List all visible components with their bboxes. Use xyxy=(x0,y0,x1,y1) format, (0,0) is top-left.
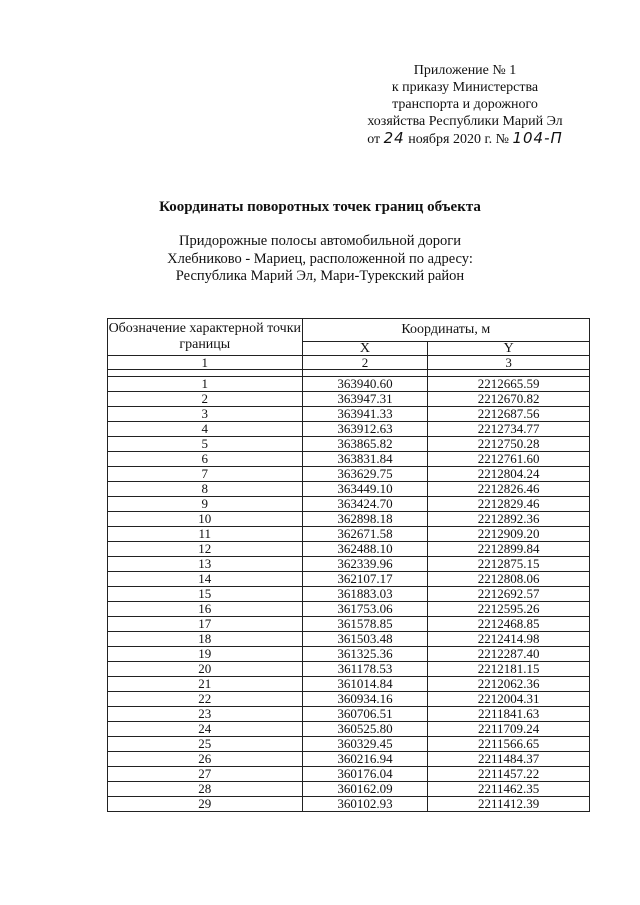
y-coordinate-cell: 2212899.84 xyxy=(428,542,590,557)
y-coordinate-cell: 2212670.82 xyxy=(428,392,590,407)
y-coordinate-cell: 2212875.15 xyxy=(428,557,590,572)
table-row xyxy=(108,647,590,662)
point-number-cell: 29 xyxy=(108,797,303,812)
table-row xyxy=(108,662,590,677)
y-coordinate-cell: 2211457.22 xyxy=(428,767,590,782)
coordinates-rows xyxy=(108,377,590,812)
y-coordinate-cell: 2212750.28 xyxy=(428,437,590,452)
coordinates-header: Координаты, м xyxy=(302,319,589,342)
x-coordinate-cell: 363940.60 xyxy=(302,377,428,392)
point-number-cell: 9 xyxy=(108,497,303,512)
x-coordinate-cell: 363449.10 xyxy=(302,482,428,497)
table-row xyxy=(108,602,590,617)
x-coordinate-cell: 362107.17 xyxy=(302,572,428,587)
point-number-cell: 28 xyxy=(108,782,303,797)
x-coordinate-cell: 361325.36 xyxy=(302,647,428,662)
table-row xyxy=(108,407,590,422)
x-coordinate-cell: 363865.82 xyxy=(302,437,428,452)
point-number-cell: 23 xyxy=(108,707,303,722)
table-row xyxy=(108,722,590,737)
x-coordinate-cell: 362671.58 xyxy=(302,527,428,542)
y-coordinate-cell: 2212892.36 xyxy=(428,512,590,527)
document-title: Координаты поворотных точек границ объекта xyxy=(159,199,481,215)
y-coordinate-cell: 2212062.36 xyxy=(428,677,590,692)
x-coordinate-cell: 361753.06 xyxy=(302,602,428,617)
point-number-cell: 10 xyxy=(108,512,303,527)
y-coordinate-cell: 2212665.59 xyxy=(428,377,590,392)
appendix-date-middle: ноября 2020 г. № xyxy=(408,132,509,147)
x-coordinate-cell: 360176.04 xyxy=(302,767,428,782)
x-coordinate-cell: 361178.53 xyxy=(302,662,428,677)
table-row xyxy=(108,392,590,407)
x-coordinate-cell: 362488.10 xyxy=(302,542,428,557)
x-coordinate-cell: 360102.93 xyxy=(302,797,428,812)
y-coordinate-cell: 2211484.37 xyxy=(428,752,590,767)
y-coordinate-cell: 2212287.40 xyxy=(428,647,590,662)
x-coordinate-cell: 361503.48 xyxy=(302,632,428,647)
column-index-3: 3 xyxy=(428,356,590,370)
point-number-cell: 11 xyxy=(108,527,303,542)
handwritten-order-number: 104-П xyxy=(512,129,563,147)
x-coordinate-cell: 363424.70 xyxy=(302,497,428,512)
table-row xyxy=(108,482,590,497)
y-coordinate-cell: 2212181.15 xyxy=(428,662,590,677)
y-header: Y xyxy=(428,342,590,356)
point-number-cell: 16 xyxy=(108,602,303,617)
x-header: X xyxy=(302,342,428,356)
point-number-cell: 7 xyxy=(108,467,303,482)
x-coordinate-cell: 362339.96 xyxy=(302,557,428,572)
point-number-cell: 19 xyxy=(108,647,303,662)
point-number-cell: 17 xyxy=(108,617,303,632)
table-row xyxy=(108,572,590,587)
point-number-cell: 20 xyxy=(108,662,303,677)
table-row xyxy=(108,767,590,782)
point-number-cell: 3 xyxy=(108,407,303,422)
point-number-cell: 24 xyxy=(108,722,303,737)
point-number-cell: 14 xyxy=(108,572,303,587)
table-row xyxy=(108,587,590,602)
point-number-cell: 8 xyxy=(108,482,303,497)
y-coordinate-cell: 2212804.24 xyxy=(428,467,590,482)
table-row xyxy=(108,467,590,482)
y-coordinate-cell: 2212808.06 xyxy=(428,572,590,587)
point-number-cell: 21 xyxy=(108,677,303,692)
table-row xyxy=(108,377,590,392)
appendix-line-4: хозяйства Республики Марий Эл xyxy=(367,114,563,129)
x-coordinate-cell: 361578.85 xyxy=(302,617,428,632)
y-coordinate-cell: 2212414.98 xyxy=(428,632,590,647)
table-row xyxy=(108,782,590,797)
x-coordinate-cell: 363912.63 xyxy=(302,422,428,437)
point-number-cell: 25 xyxy=(108,737,303,752)
y-coordinate-cell: 2212468.85 xyxy=(428,617,590,632)
y-coordinate-cell: 2212734.77 xyxy=(428,422,590,437)
x-coordinate-cell: 361883.03 xyxy=(302,587,428,602)
table-row xyxy=(108,677,590,692)
y-coordinate-cell: 2212004.31 xyxy=(428,692,590,707)
subtitle-line-3: Республика Марий Эл, Мари-Турекский район xyxy=(175,268,465,284)
point-number-cell: 6 xyxy=(108,452,303,467)
table-row xyxy=(108,617,590,632)
y-coordinate-cell: 2212826.46 xyxy=(428,482,590,497)
x-coordinate-cell: 360525.80 xyxy=(302,722,428,737)
y-coordinate-cell: 2211412.39 xyxy=(428,797,590,812)
y-coordinate-cell: 2211462.35 xyxy=(428,782,590,797)
handwritten-day: 24 xyxy=(383,129,405,147)
x-coordinate-cell: 360706.51 xyxy=(302,707,428,722)
x-coordinate-cell: 362898.18 xyxy=(302,512,428,527)
appendix-date-prefix: от xyxy=(367,132,381,147)
point-number-cell: 1 xyxy=(108,377,303,392)
table-row xyxy=(108,752,590,767)
column-index-2: 2 xyxy=(302,356,428,370)
appendix-line-3: транспорта и дорожного xyxy=(392,97,538,112)
y-coordinate-cell: 2211709.24 xyxy=(428,722,590,737)
appendix-line-2: к приказу Министерства xyxy=(391,80,539,95)
point-number-cell: 27 xyxy=(108,767,303,782)
point-designation-header: Обозначение характерной точки границы xyxy=(108,319,303,356)
table-row xyxy=(108,737,590,752)
x-coordinate-cell: 360934.16 xyxy=(302,692,428,707)
x-coordinate-cell: 363947.31 xyxy=(302,392,428,407)
table-row xyxy=(108,512,590,527)
y-coordinate-cell: 2212909.20 xyxy=(428,527,590,542)
point-number-cell: 13 xyxy=(108,557,303,572)
subtitle-line-1: Придорожные полосы автомобильной дороги xyxy=(179,233,461,249)
point-number-cell: 2 xyxy=(108,392,303,407)
table-row xyxy=(108,692,590,707)
table-row xyxy=(108,422,590,437)
table-row xyxy=(108,797,590,812)
coordinates-table xyxy=(107,318,590,812)
point-number-cell: 22 xyxy=(108,692,303,707)
point-number-cell: 5 xyxy=(108,437,303,452)
x-coordinate-cell: 360216.94 xyxy=(302,752,428,767)
x-coordinate-cell: 363941.33 xyxy=(302,407,428,422)
x-coordinate-cell: 363831.84 xyxy=(302,452,428,467)
table-row xyxy=(108,542,590,557)
table-row xyxy=(108,437,590,452)
column-index-1: 1 xyxy=(108,356,303,370)
appendix-line-5 xyxy=(340,130,590,148)
appendix-line-1: Приложение № 1 xyxy=(413,63,517,78)
point-number-cell: 12 xyxy=(108,542,303,557)
table-row xyxy=(108,452,590,467)
x-coordinate-cell: 363629.75 xyxy=(302,467,428,482)
point-number-cell: 26 xyxy=(108,752,303,767)
point-number-cell: 4 xyxy=(108,422,303,437)
x-coordinate-cell: 360162.09 xyxy=(302,782,428,797)
y-coordinate-cell: 2212829.46 xyxy=(428,497,590,512)
table-row xyxy=(108,557,590,572)
table-row xyxy=(108,632,590,647)
table-row xyxy=(108,707,590,722)
x-coordinate-cell: 361014.84 xyxy=(302,677,428,692)
y-coordinate-cell: 2211841.63 xyxy=(428,707,590,722)
y-coordinate-cell: 2212761.60 xyxy=(428,452,590,467)
subtitle-line-2: Хлебниково - Мариец, расположенной по адресу: xyxy=(167,250,473,267)
point-number-cell: 15 xyxy=(108,587,303,602)
point-number-cell: 18 xyxy=(108,632,303,647)
x-coordinate-cell: 360329.45 xyxy=(302,737,428,752)
y-coordinate-cell: 2212692.57 xyxy=(428,587,590,602)
table-row xyxy=(108,527,590,542)
y-coordinate-cell: 2211566.65 xyxy=(428,737,590,752)
appendix-block xyxy=(340,62,590,148)
table-row xyxy=(108,497,590,512)
document-subtitle xyxy=(0,233,640,286)
y-coordinate-cell: 2212595.26 xyxy=(428,602,590,617)
y-coordinate-cell: 2212687.56 xyxy=(428,407,590,422)
